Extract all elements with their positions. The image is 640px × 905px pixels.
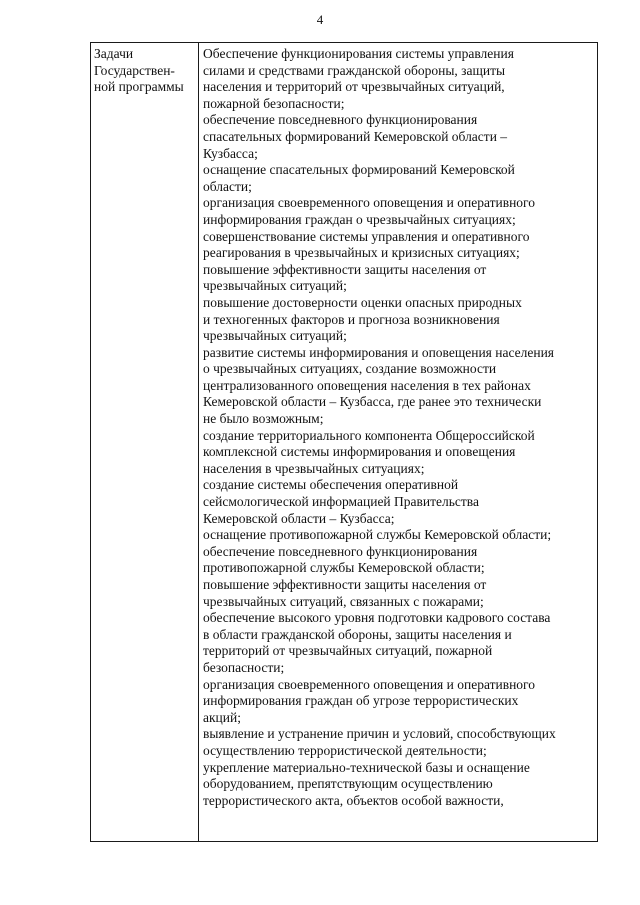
content-line: акций; [203,709,241,725]
content-line: не было возможным; [203,411,324,427]
content-line: чрезвычайных ситуаций, связанных с пожарами; [203,593,484,609]
content-line: и техногенных факторов и прогноза возникновения [203,311,500,327]
content-line: пожарной безопасности; [203,95,345,111]
content-line: Обеспечение функционирования системы управления [203,46,514,61]
content-line: оснащение противопожарной службы Кемеровской области; [203,527,552,543]
content-line: информирования граждан о чрезвычайных ситуациях; [203,211,516,227]
content-line: осуществлению террористической деятельности; [203,742,487,758]
label-line: Государствен- [94,62,175,78]
content-line: террористического акта, объектов особой важности, [203,792,504,808]
content-line: развитие системы информирования и оповещения населения [203,344,555,360]
content-line: населения и территорий от чрезвычайных ситуаций, [203,79,505,95]
page-number: 4 [316,12,324,27]
content-line: населения в чрезвычайных ситуациях; [203,460,425,476]
content-line: сейсмологической информацией Правительства [203,494,479,510]
label-line: ной программы [94,79,184,95]
content-line: силами и средствами гражданской обороны, защиты [203,62,506,78]
content-line: Кузбасса; [203,145,258,161]
tasks-label-cell [91,43,199,841]
content-line: централизованного оповещения населения в тех районах [203,377,531,393]
program-table [90,42,598,842]
content-line: противопожарной службы Кемеровской области; [203,560,485,576]
content-line: чрезвычайных ситуаций; [203,278,347,294]
content-line: повышение эффективности защиты населения от [203,577,487,592]
content-line: совершенствование системы управления и оперативного [203,228,530,244]
content-line: Кемеровской области – Кузбасса, где ранее это технически [203,394,542,410]
content-line: информирования граждан об угрозе террористических [203,693,519,709]
content-line: оснащение спасательных формирований Кемеровской [203,162,515,178]
content-line: территорий от чрезвычайных ситуаций, пожарной [203,643,493,659]
content-line: обеспечение повседневного функционирования [203,112,478,128]
content-line: организация своевременного оповещения и оперативного [203,676,536,692]
content-line: реагирования в чрезвычайных и кризисных ситуациях; [203,245,520,261]
content-line: Кемеровской области – Кузбасса; [203,510,395,526]
content-line: обеспечение повседневного функционирования [203,543,478,559]
content-line: чрезвычайных ситуаций; [203,328,347,344]
content-line: создание территориального компонента Общероссийской [203,427,535,443]
tasks-content-cell [199,43,597,841]
content-line: комплексной системы информирования и оповещения [203,444,516,460]
label-line: Задачи [94,46,134,61]
content-line: создание системы обеспечения оперативной [203,477,459,493]
content-line: обеспечение высокого уровня подготовки кадрового состава [203,610,551,626]
content-line: выявление и устранение причин и условий, способствующих [203,726,556,742]
content-line: безопасности; [203,659,285,675]
content-line: оборудованием, препятствующим осуществлению [203,776,493,792]
content-line: спасательных формирований Кемеровской области – [203,128,508,144]
content-line: укрепление материально-технической базы и оснащение [203,759,530,775]
content-line: о чрезвычайных ситуациях, создание возможности [203,361,497,377]
content-line: области; [203,178,252,194]
content-line: организация своевременного оповещения и оперативного [203,195,536,211]
content-line: повышение достоверности оценки опасных природных [203,294,522,310]
content-line: повышение эффективности защиты населения от [203,261,487,277]
content-line: в области гражданской обороны, защиты населения и [203,626,512,642]
